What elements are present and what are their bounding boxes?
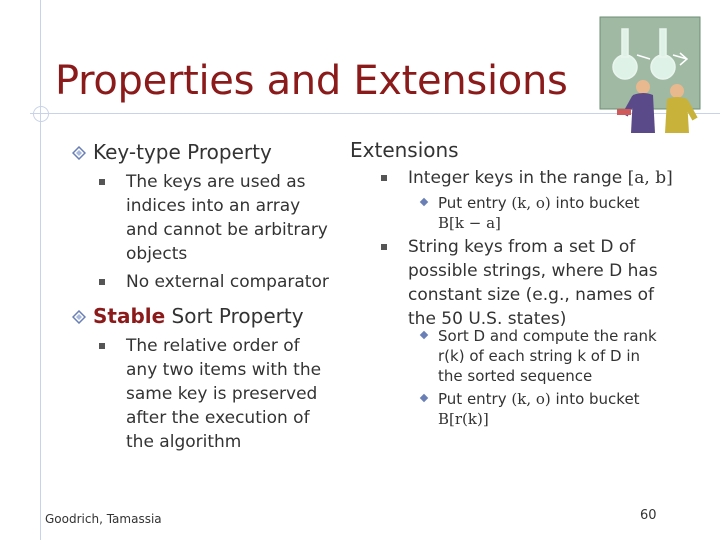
bullet-line: same key is preserved	[126, 384, 318, 404]
item1-text: Integer keys in the range	[408, 168, 628, 188]
guide-vertical-line	[40, 0, 41, 540]
slide-title: Properties and Extensions	[55, 58, 568, 104]
stable-sort-property-heading	[72, 304, 304, 328]
page-number: 60	[640, 508, 657, 523]
square-bullet-icon	[99, 179, 105, 185]
stable-emphasis: Stable	[93, 304, 166, 328]
sub-math-line: B[k − a]	[438, 214, 501, 232]
square-bullet-icon	[99, 343, 105, 349]
key-type-property-heading	[72, 140, 272, 164]
sub-line: r(k) of each string k of D in	[438, 347, 640, 365]
extension-item-1	[408, 166, 708, 190]
guide-corner-circle	[33, 106, 49, 122]
diamond-sub-bullet-icon	[420, 394, 428, 402]
square-bullet-icon	[381, 244, 387, 250]
bullet-line: the algorithm	[126, 432, 242, 452]
key-type-bullet-1	[126, 170, 341, 266]
bullet-line: The keys are used as	[126, 172, 306, 192]
bullet-line: No external comparator	[126, 272, 329, 292]
sub-line: Sort D and compute the rank	[438, 327, 657, 345]
item1-math: [a, b]	[627, 168, 673, 188]
stable-heading-rest: Sort Property	[165, 304, 304, 328]
sub-math: (k, o)	[511, 390, 551, 408]
scientists-clipart-icon	[595, 15, 705, 135]
item2-line: String keys from a set D of	[408, 237, 636, 257]
bullet-line: The relative order of	[126, 336, 300, 356]
extension-item-2-sub-1	[438, 326, 708, 386]
sub-text: Put entry	[438, 194, 512, 212]
diamond-sub-bullet-icon	[420, 331, 428, 339]
sub-math-line: B[r(k)]	[438, 410, 489, 428]
footer-authors: Goodrich, Tamassia	[45, 512, 162, 526]
extensions-heading: Extensions	[350, 138, 459, 162]
bullet-line: indices into an array	[126, 196, 301, 216]
stable-bullet-1	[126, 334, 341, 454]
square-bullet-icon	[381, 175, 387, 181]
diamond-bullet-icon	[72, 146, 86, 160]
bullet-line: any two items with the	[126, 360, 322, 380]
item2-line: constant size (e.g., names of	[408, 285, 655, 305]
bullet-line: objects	[126, 244, 188, 264]
sub-text: Put entry	[438, 390, 512, 408]
square-bullet-icon	[99, 279, 105, 285]
extension-item-1-sub	[438, 193, 708, 233]
extension-item-2-sub-2	[438, 389, 708, 429]
diamond-sub-bullet-icon	[420, 198, 428, 206]
sub-line: the sorted sequence	[438, 367, 593, 385]
item2-line: possible strings, where D has	[408, 261, 658, 281]
bullet-line: after the execution of	[126, 408, 310, 428]
key-type-bullet-2	[126, 270, 346, 294]
extension-item-2	[408, 235, 713, 331]
sub-text-suffix: into bucket	[550, 194, 640, 212]
sub-text-suffix: into bucket	[550, 390, 640, 408]
sub-math: (k, o)	[511, 194, 551, 212]
bullet-line: and cannot be arbitrary	[126, 220, 328, 240]
diamond-bullet-icon	[72, 310, 86, 324]
item2-line: the 50 U.S. states)	[408, 309, 567, 329]
key-type-heading-text: Key-type Property	[93, 140, 272, 164]
